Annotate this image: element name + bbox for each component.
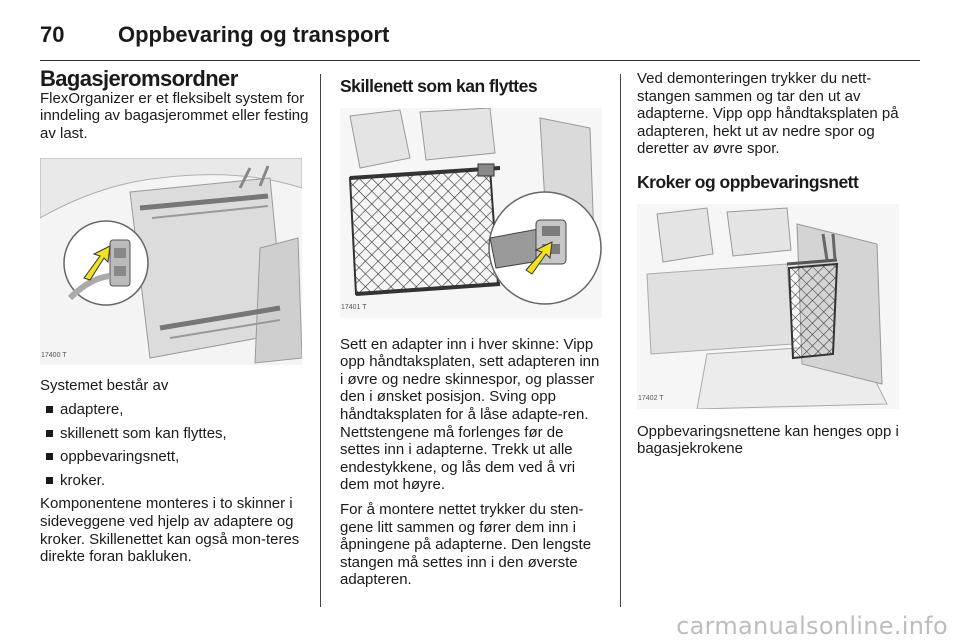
- figure-organizer-rail: [40, 158, 302, 365]
- figure-code: 17400 T: [41, 351, 67, 359]
- storage-net-illustration: [637, 204, 899, 409]
- organizer-rail-illustration: [40, 158, 302, 365]
- divider-net-illustration: [340, 108, 602, 318]
- figure-hooks-storage-net: [637, 204, 899, 409]
- list-item: skillenett som kan flyttes,: [40, 425, 310, 443]
- header-divider: [40, 60, 920, 61]
- figure-code: 17402 T: [638, 394, 664, 402]
- list-item: kroker.: [40, 472, 310, 490]
- intro-text: FlexOrganizer er et fleksibelt system for inndeling av bagasjerommet eller festing av last.: [40, 89, 309, 142]
- column-divider-1: [320, 74, 321, 607]
- column-2: [340, 70, 604, 596]
- storage-net-text: Oppbevaringsnettene kan henges opp i bagasjekrokene: [637, 422, 899, 458]
- figure-code: 17401 T: [341, 304, 367, 311]
- column-1: [40, 66, 310, 573]
- dismount-instructions: Ved demonteringen trykker du nett-stangen sammen og tar den ut av adapterne. Vipp opp håndtaksplaten på adapteren, hekt ut av nedre spor og deretter av øvre spor.: [637, 70, 899, 158]
- components-list: [40, 401, 310, 489]
- column-divider-2: [620, 74, 621, 607]
- net-mounting-instructions: For å montere nettet trykker du sten-gene litt sammen og fører dem inn i åpningene på adapterne. Den lengste stangen må settes inn i den øverste adapteren.: [340, 500, 592, 589]
- chapter-title: Oppbevaring og transport: [118, 22, 390, 47]
- section-heading-skillenett: Skillenett som kan flyttes: [340, 76, 538, 96]
- section-heading-kroker: Kroker og oppbevaringsnett: [637, 171, 859, 192]
- list-item: oppbevaringsnett,: [40, 448, 310, 466]
- figure-divider-net: [340, 108, 602, 318]
- system-lead: Systemet består av: [40, 377, 169, 395]
- list-item: adaptere,: [40, 401, 310, 419]
- page-number: 70: [40, 22, 65, 47]
- components-text: Komponentene monteres i to skinner i sideveggene ved hjelp av adaptere og kroker. Skillenettet kan også mon-teres direkte foran bakluken.: [40, 495, 300, 566]
- watermark: carmanualsonline.info: [676, 612, 948, 640]
- column-3: [637, 70, 903, 465]
- section-heading-bagasjeromsordner: Bagasjeromsordner: [40, 66, 238, 91]
- adapter-instructions: Sett en adapter inn i hver skinne: Vipp opp håndtaksplaten, sett adapteren inn i øvre og nedre skinnespor, og plasser den i ønsket posisjon. Sving opp håndtaksplaten for å låse adapte-ren. Nettstengene må forlenges før de settes inn i adapterne. Trekk ut alle endestykkene, og lås dem ved å vri dem mot høyre.: [340, 335, 600, 494]
- page-header: [40, 14, 920, 60]
